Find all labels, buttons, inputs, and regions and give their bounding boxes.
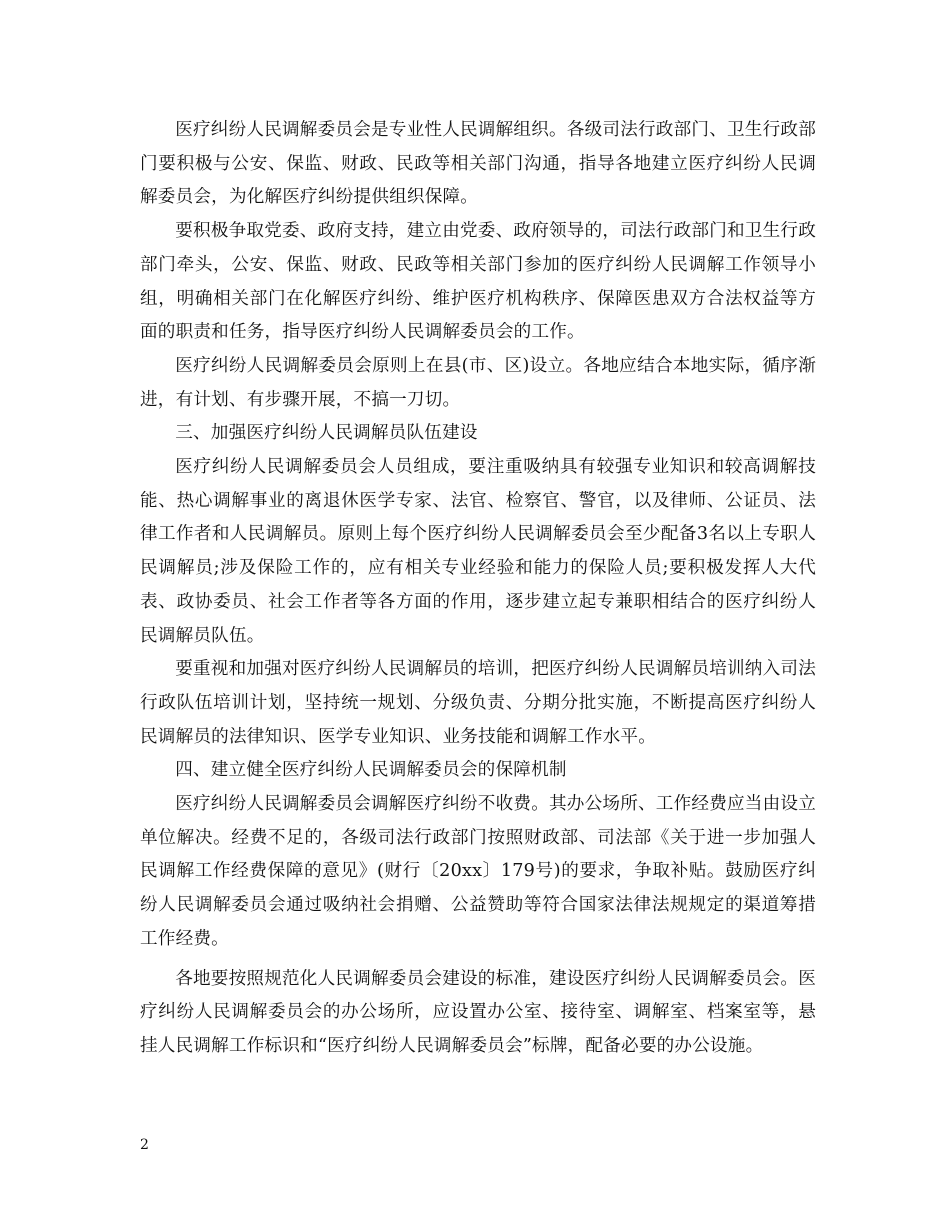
paragraph-personnel-composition: 医疗纠纷人民调解委员会人员组成，要注重吸纳具有较强专业知识和较高调解技能、热心调解事业的离退休医学专家、法官、检察官、警官，以及律师、公证员、法律工作者和人民调解员。原则上每个医疗纠纷人民调解委员会至少配备3名以上专职人民调解员;涉及保险工作的，应有相关专业经验和能力的保险人员;要积极发挥人大代表、政协委员、社会工作者等各方面的作用，逐步建立起专兼职相结合的医疗纠纷人民调解员队伍。 [140, 457, 816, 646]
document-body [140, 114, 816, 1064]
paragraph-county-setup: 医疗纠纷人民调解委员会原则上在县(市、区)设立。各地应结合本地实际，循序渐进，有计划、有步骤开展，不搞一刀切。 [140, 355, 816, 410]
paragraph-mediator-training: 要重视和加强对医疗纠纷人民调解员的培训，把医疗纠纷人民调解员培训纳入司法行政队伍培训计划，坚持统一规划、分级负责、分期分批实施，不断提高医疗纠纷人民调解员的法律知识、医学专业知识、业务技能和调解工作水平。 [140, 659, 816, 747]
section-heading-guarantee-mechanism: 四、建立健全医疗纠纷人民调解委员会的保障机制 [175, 760, 567, 781]
paragraph-committee-nature: 医疗纠纷人民调解委员会是专业性人民调解组织。各级司法行政部门、卫生行政部门要积极与公安、保监、财政、民政等相关部门沟通，指导各地建立医疗纠纷人民调解委员会，为化解医疗纠纷提供组织保障。 [140, 120, 816, 208]
page-number: 2 [140, 1137, 149, 1153]
paragraph-government-support: 要积极争取党委、政府支持，建立由党委、政府领导的，司法行政部门和卫生行政部门牵头，公安、保监、财政、民政等相关部门参加的医疗纠纷人民调解工作领导小组，明确相关部门在化解医疗纠纷、维护医疗机构秩序、保障医患双方合法权益等方面的职责和任务，指导医疗纠纷人民调解委员会的工作。 [140, 221, 816, 343]
section-heading-mediator-team: 三、加强医疗纠纷人民调解员队伍建设 [175, 423, 478, 444]
paragraph-funding: 医疗纠纷人民调解委员会调解医疗纠纷不收费。其办公场所、工作经费应当由设立单位解决。经费不足的，各级司法行政部门按照财政部、司法部《关于进一步加强人民调解工作经费保障的意见》(财行〔20xx〕179号)的要求，争取补贴。鼓励医疗纠纷人民调解委员会通过吸纳社会捐赠、公益赞助等符合国家法律法规规定的渠道筹措工作经费。 [140, 794, 816, 949]
paragraph-office-standards: 各地要按照规范化人民调解委员会建设的标准，建设医疗纠纷人民调解委员会。医疗纠纷人民调解委员会的办公场所，应设置办公室、接待室、调解室、档案室等，悬挂人民调解工作标识和“医疗纠纷人民调解委员会”标牌，配备必要的办公设施。 [140, 968, 816, 1056]
